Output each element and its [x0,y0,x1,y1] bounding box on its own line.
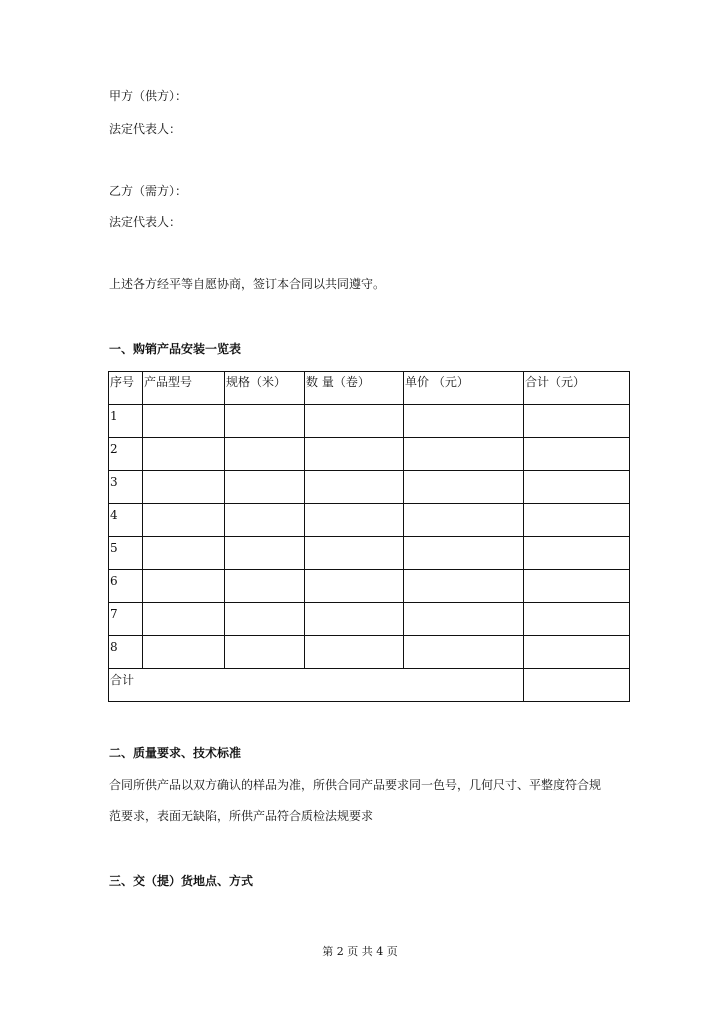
table-row [109,405,630,438]
party-b-label: 乙方（需方）： [109,184,188,198]
row-number-cell: 1 [109,405,143,438]
table-row [109,603,630,636]
header-cell-quantity: 数 量（卷） [305,372,404,405]
spec-cell[interactable] [225,471,305,504]
section-1-title: 一、购销产品安装一览表 [109,342,242,356]
table-row [109,636,630,669]
subtotal-cell[interactable] [524,504,630,537]
unit-price-cell[interactable] [404,405,524,438]
quantity-cell[interactable] [305,438,404,471]
subtotal-cell[interactable] [524,570,630,603]
unit-price-cell[interactable] [404,537,524,570]
header-cell-spec: 规格（米） [225,372,305,405]
quantity-cell[interactable] [305,570,404,603]
subtotal-cell[interactable] [524,537,630,570]
section-3-title: 三、交（提）货地点、方式 [109,874,254,888]
header-cell-serial: 序号 [109,372,143,405]
spec-cell[interactable] [225,570,305,603]
header-cell-model: 产品型号 [143,372,225,405]
page-number-footer: 第 2 页 共 4 页 [322,945,398,958]
section-2-paragraph-line-2: 范要求，表面无缺陷，所供产品符合质检法规要求 [109,809,374,823]
subtotal-cell[interactable] [524,636,630,669]
table-row [109,570,630,603]
model-cell[interactable] [143,636,225,669]
intro-paragraph: 上述各方经平等自愿协商，签订本合同以共同遵守。 [109,277,386,291]
spec-cell[interactable] [225,603,305,636]
model-cell[interactable] [143,471,225,504]
model-cell[interactable] [143,438,225,471]
row-number-cell: 5 [109,537,143,570]
spec-cell[interactable] [225,504,305,537]
quantity-cell[interactable] [305,537,404,570]
subtotal-cell[interactable] [524,603,630,636]
quantity-cell[interactable] [305,471,404,504]
spec-cell[interactable] [225,537,305,570]
table-row [109,438,630,471]
subtotal-cell[interactable] [524,405,630,438]
row-number-cell: 7 [109,603,143,636]
section-2-title: 二、质量要求、技术标准 [109,746,242,760]
header-cell-unit-price: 单价 （元） [404,372,524,405]
spec-cell[interactable] [225,438,305,471]
model-cell[interactable] [143,537,225,570]
row-number-cell: 8 [109,636,143,669]
party-a-label: 甲方（供方）： [109,89,188,103]
unit-price-cell[interactable] [404,504,524,537]
table-row [109,504,630,537]
row-number-cell: 6 [109,570,143,603]
unit-price-cell[interactable] [404,471,524,504]
row-number-cell: 3 [109,471,143,504]
table-total-row [109,669,630,702]
subtotal-cell[interactable] [524,438,630,471]
total-value-cell[interactable] [524,669,630,702]
unit-price-cell[interactable] [404,636,524,669]
model-cell[interactable] [143,570,225,603]
quantity-cell[interactable] [305,405,404,438]
subtotal-cell[interactable] [524,471,630,504]
party-a-representative-label: 法定代表人： [109,122,182,136]
party-b-representative-label: 法定代表人： [109,215,182,229]
model-cell[interactable] [143,405,225,438]
unit-price-cell[interactable] [404,438,524,471]
spec-cell[interactable] [225,636,305,669]
table-row [109,471,630,504]
spec-cell[interactable] [225,405,305,438]
quantity-cell[interactable] [305,504,404,537]
table-header-row [109,372,630,405]
row-number-cell: 4 [109,504,143,537]
header-cell-subtotal: 合计（元） [524,372,630,405]
unit-price-cell[interactable] [404,570,524,603]
section-2-paragraph-line-1: 合同所供产品以双方确认的样品为准，所供合同产品要求同一色号，几何尺寸、平整度符合规 [109,778,602,792]
product-table [108,371,630,702]
total-label-cell: 合计 [109,669,524,702]
model-cell[interactable] [143,504,225,537]
unit-price-cell[interactable] [404,603,524,636]
quantity-cell[interactable] [305,636,404,669]
quantity-cell[interactable] [305,603,404,636]
row-number-cell: 2 [109,438,143,471]
model-cell[interactable] [143,603,225,636]
table-row [109,537,630,570]
